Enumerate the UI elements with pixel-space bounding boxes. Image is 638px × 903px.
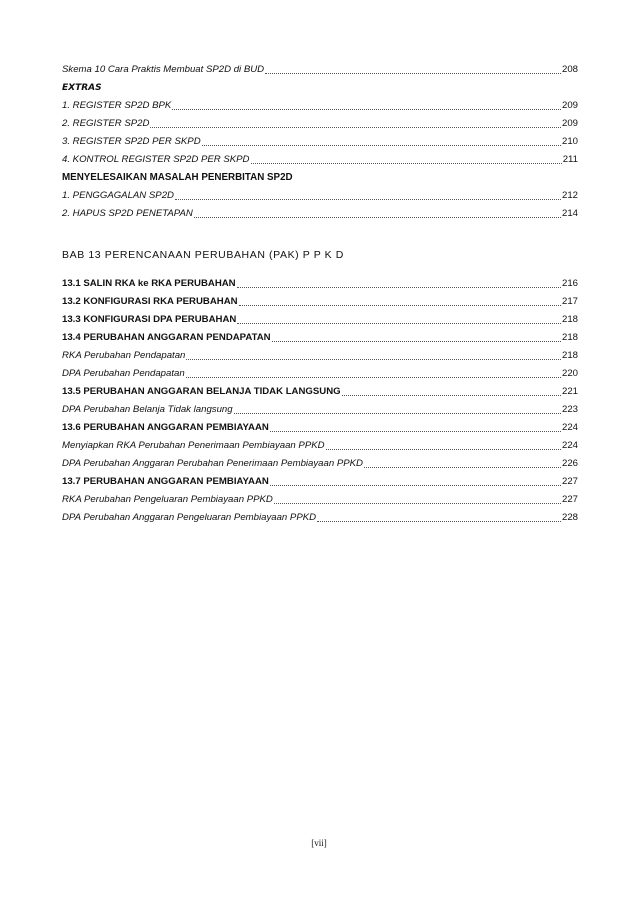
toc-leader-dots [202,134,561,146]
toc-entry[interactable] [62,380,578,398]
toc-entry-label: 1. PENGGAGALAN SP2D [62,190,174,201]
toc-leader-dots [237,276,561,288]
toc-leader-dots [270,474,561,486]
toc-entry[interactable] [62,452,578,470]
toc-entry-label: 4. KONTROL REGISTER SP2D PER SKPD [62,154,250,165]
toc-leader-dots [172,98,561,110]
toc-entry-label: 1. REGISTER SP2D BPK [62,100,172,111]
toc-entry-label: RKA Perubahan Pengeluaran Pembiayaan PPKD [62,494,273,505]
toc-entry[interactable] [62,308,578,326]
toc-entry[interactable] [62,130,578,148]
toc-entry-label: 13.5 PERUBAHAN ANGGARAN BELANJA TIDAK LANGSUNG [62,386,341,397]
toc-entry-label: 3. REGISTER SP2D PER SKPD [62,136,201,147]
toc-leader-dots [150,116,561,128]
toc-leader-dots [326,438,561,450]
toc-entry-label: Skema 10 Cara Praktis Membuat SP2D di BUD [62,64,265,75]
toc-entry-label: DPA Perubahan Pendapatan [62,368,185,379]
toc-entry-page: 210 [561,136,578,147]
toc-entry-page: 228 [561,512,578,523]
toc-leader-dots [239,294,561,306]
toc-entry[interactable] [62,202,578,220]
toc-entry-label: 2. REGISTER SP2D [62,118,150,129]
masalah-list [62,184,578,220]
toc-leader-dots [175,188,561,200]
toc-entry[interactable] [62,94,578,112]
toc-entry-page: 216 [561,278,578,289]
toc-entry-page: 209 [561,100,578,111]
toc-entry-page: 214 [561,208,578,219]
page-number: [vii] [311,838,327,848]
toc-entry[interactable] [62,416,578,434]
toc-entry[interactable] [62,326,578,344]
toc-entry-page: 211 [562,154,578,165]
toc-entry[interactable] [62,398,578,416]
masalah-heading: MENYELESAIKAN MASALAH PENERBITAN SP2D [62,172,293,183]
toc-entry[interactable] [62,272,578,290]
toc-leader-dots [194,206,561,218]
chapter-entries [62,272,578,524]
toc-leader-dots [265,62,561,74]
toc-entry[interactable] [62,184,578,202]
toc-entry[interactable] [62,488,578,506]
toc-entry-label: 2. HAPUS SP2D PENETAPAN [62,208,193,219]
extras-list [62,94,578,166]
toc-entry-page: 224 [561,422,578,433]
toc-entry[interactable] [62,470,578,488]
toc-entry[interactable] [62,148,578,166]
toc-entry-page: 212 [561,190,578,201]
toc-entry-page: 220 [561,368,578,379]
toc-leader-dots [317,510,561,522]
toc-entry-page: 221 [561,386,578,397]
toc-leader-dots [186,348,561,360]
toc-entry[interactable] [62,58,578,76]
toc-entry-label: 13.7 PERUBAHAN ANGGARAN PEMBIAYAAN [62,476,269,487]
toc-entry-label: RKA Perubahan Pendapatan [62,350,186,361]
toc-leader-dots [270,420,561,432]
toc-entry-page: 218 [561,332,578,343]
toc-leader-dots [234,402,561,414]
toc-entry[interactable] [62,434,578,452]
toc-leader-dots [342,384,561,396]
toc-leader-dots [272,330,561,342]
toc-leader-dots [274,492,561,504]
toc-leader-dots [364,456,561,468]
toc-entry-label: 13.6 PERUBAHAN ANGGARAN PEMBIAYAAN [62,422,269,433]
toc-entry-label: 13.1 SALIN RKA ke RKA PERUBAHAN [62,278,236,289]
toc-entry[interactable] [62,112,578,130]
toc-entry[interactable] [62,344,578,362]
toc-entry-page: 209 [561,118,578,129]
toc-entry-label: 13.2 KONFIGURASI RKA PERUBAHAN [62,296,238,307]
toc-entry-page: 223 [561,404,578,415]
extras-heading: EXTRAS [62,83,102,93]
toc-entry-page: 224 [561,440,578,451]
toc-entry-page: 227 [561,494,578,505]
toc-entry-label: DPA Perubahan Anggaran Pengeluaran Pembiayaan PPKD [62,512,317,523]
toc-entry-page: 218 [561,314,578,325]
toc-page [62,58,578,524]
toc-entry-page: 218 [561,350,578,361]
toc-entry-label: DPA Perubahan Belanja Tidak langsung [62,404,233,415]
toc-leader-dots [251,152,562,164]
toc-entry-page: 226 [561,458,578,469]
toc-entry-page: 227 [561,476,578,487]
toc-leader-dots [237,312,561,324]
toc-section-top [62,58,578,76]
section-spacer [62,220,578,242]
toc-entry-label: 13.4 PERUBAHAN ANGGARAN PENDAPATAN [62,332,271,343]
chapter-title: BAB 13 PERENCANAAN PERUBAHAN (PAK) P P K D [62,249,344,261]
toc-entry-label: Menyiapkan RKA Perubahan Penerimaan Pembiayaan PPKD [62,440,325,451]
toc-entry-page: 217 [561,296,578,307]
toc-leader-dots [186,366,561,378]
toc-entry[interactable] [62,506,578,524]
toc-entry-label: DPA Perubahan Anggaran Perubahan Penerimaan Pembiayaan PPKD [62,458,363,469]
toc-entry-page: 208 [561,64,578,75]
toc-entry-label: 13.3 KONFIGURASI DPA PERUBAHAN [62,314,237,325]
toc-entry[interactable] [62,362,578,380]
toc-entry[interactable] [62,290,578,308]
